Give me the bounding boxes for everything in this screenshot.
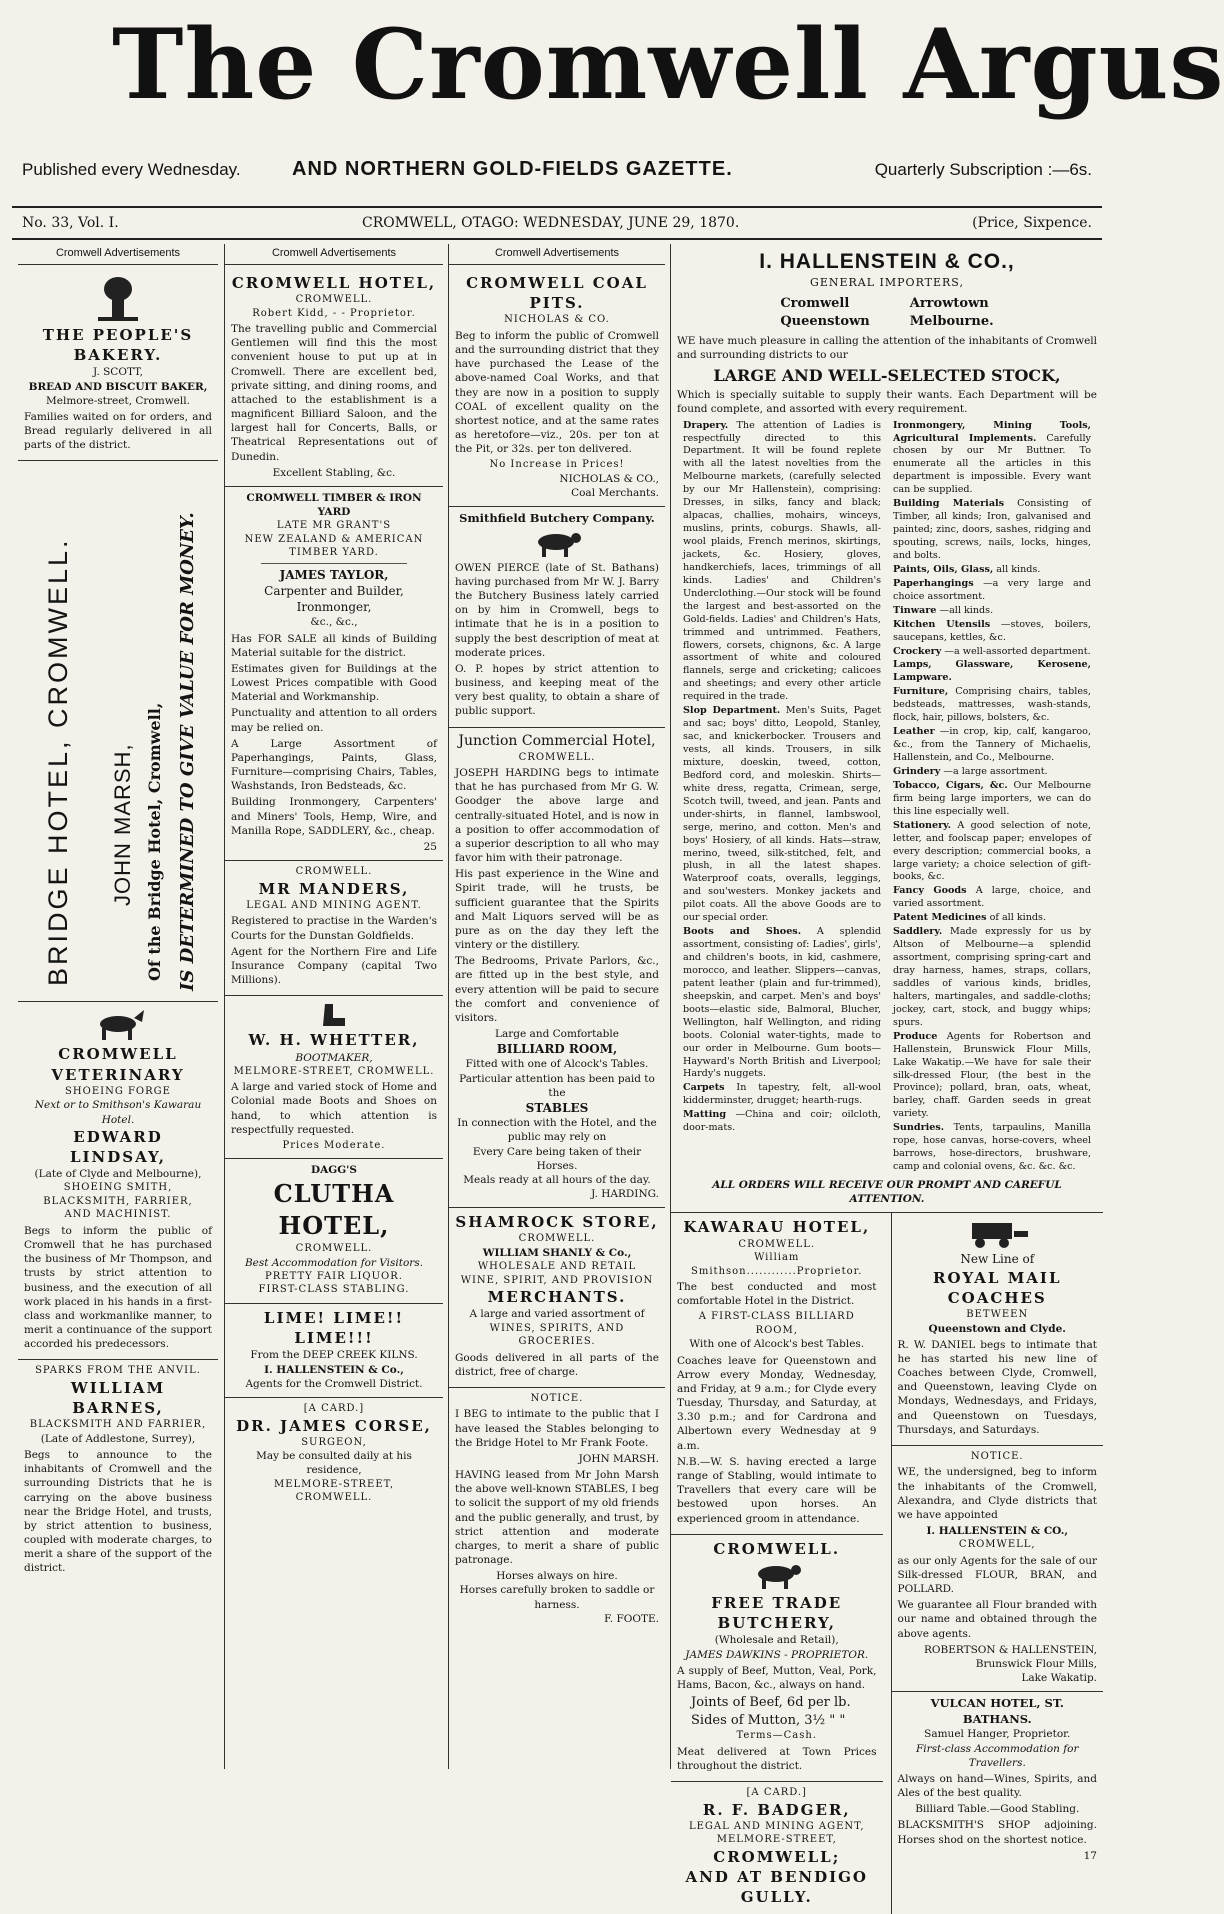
forge-location: Next or to Smithson's Kawarau Hotel.	[34, 1099, 202, 1126]
timber-estimates: Estimates given for Buildings at the Lowest Prices compatible with Good Material and Workmanship.	[231, 662, 437, 704]
corse-card: [A CARD.]	[303, 1403, 365, 1414]
corse-body: May be consulted daily at his residence,	[256, 1450, 412, 1477]
clutha-stabling: FIRST-CLASS STABLING.	[258, 1284, 410, 1296]
ad-smithfield-butchery	[449, 507, 665, 727]
forge-late: (Late of Clyde and Melbourne),	[34, 1168, 202, 1181]
department-item: Paperhangings —a very large and choice assortment.	[893, 577, 1091, 602]
coal-signature-2: Coal Merchants.	[571, 487, 659, 500]
timber-owner: JAMES TAYLOR,	[279, 567, 389, 582]
lime-for: Agents for the Cromwell District.	[245, 1377, 423, 1390]
newspaper-subtitle: AND NORTHERN GOLD-FIELDS GAZETTE.	[292, 158, 733, 180]
ad-kawarau-hotel	[671, 1213, 883, 1534]
manders-place: CROMWELL.	[295, 866, 373, 878]
timber-number: 25	[423, 840, 437, 853]
ad-royal-mail-coaches	[892, 1213, 1104, 1446]
column-header: Cromwell Advertisements	[449, 244, 665, 265]
kawarau-name: KAWARAU HOTEL,	[683, 1218, 871, 1237]
notice-heading: NOTICE.	[530, 1392, 584, 1404]
department-item: Leather —in crop, kip, calf, kangaroo, &c., from the Tannery of Michaelis, Hallenstein, and Co., Melbourne.	[893, 726, 1091, 763]
notice-signature-2: F. FOOTE.	[604, 1612, 659, 1625]
ad-lime	[225, 1304, 443, 1398]
ad-notice-stables	[449, 1388, 665, 1632]
kawarau-tables: With one of Alcock's best Tables.	[689, 1338, 865, 1351]
bridge-hotel-owner: JOHN MARSH,	[110, 743, 135, 907]
vulcan-prop: Samuel Hanger, Proprietor.	[924, 1728, 1071, 1741]
kawarau-nb: N.B.—W. S. having erected a large range of Stabling, would intimate to Travellers that every care will be bestowed upon horses. An experienced groom in attendance.	[677, 1455, 877, 1525]
hallenstein-departments	[677, 419, 1097, 1175]
free-trade-body: A supply of Beef, Mutton, Veal, Pork, Hams, Bacon, &c., always on hand.	[677, 1664, 877, 1691]
notice-hire: Horses always on hire.	[496, 1570, 618, 1583]
badger-bendigo: AND AT BENDIGO GULLY.	[685, 1868, 868, 1907]
shamrock-trade: WINE, SPIRIT, AND PROVISION	[460, 1274, 654, 1286]
kawarau-billiard: A FIRST-CLASS BILLIARD ROOM,	[698, 1311, 855, 1336]
coach-new: New Line of	[960, 1252, 1035, 1267]
ad-veterinary-forge	[18, 1002, 218, 1360]
shamrock-delivery: Goods delivered in all parts of the district, free of charge.	[455, 1351, 659, 1378]
ad-notice-flour	[892, 1446, 1104, 1692]
department-item: Furniture, Comprising chairs, tables, bedsteads, mattresses, wash-stands, flock, hair, pillows, bolsters, &c.	[893, 686, 1091, 724]
vulcan-name: VULCAN HOTEL, ST. BATHANS.	[930, 1696, 1064, 1726]
bridge-hotel-slogan: IS DETERMINED TO GIVE VALUE FOR MONEY.	[177, 512, 198, 992]
lower-right	[891, 1213, 1104, 1913]
coal-signature: NICHOLAS & CO.,	[559, 472, 659, 485]
ad-clutha-hotel	[225, 1159, 443, 1304]
bakery-body: Families waited on for orders, and Bread regularly delivered in all parts of the district.	[24, 410, 212, 452]
junction-body-3: The Bedrooms, Private Parlors, &c., are fitted up in the best style, and every attention will be paid to secure the comfort and convenience of visitors.	[455, 955, 659, 1024]
masthead	[12, 0, 1224, 196]
coach-icon	[962, 1219, 1032, 1249]
junction-signature: J. HARDING.	[591, 1188, 659, 1201]
ad-junction-hotel	[449, 728, 665, 1209]
lower-columns	[671, 1213, 1103, 1913]
timber-assortment: A Large Assortment of Paperhangings, Paints, Glass, Furniture—comprising Chairs, Tables, Washstands, Iron Bedsteads, &c.	[231, 737, 437, 793]
coach-between: BETWEEN	[966, 1309, 1029, 1321]
column-2	[224, 244, 443, 1769]
anvil-heading: SPARKS FROM THE ANVIL.	[35, 1365, 201, 1377]
column-header: Cromwell Advertisements	[18, 244, 218, 265]
free-trade-town: Meat delivered at Town Prices throughout the district.	[677, 1745, 877, 1772]
free-trade-owner: JAMES DAWKINS - PROPRIETOR.	[685, 1648, 869, 1661]
location-melbourne: Melbourne.	[909, 313, 994, 329]
ad-timber-yard	[225, 487, 443, 861]
cromwell-hotel-body: The travelling public and Commercial Gentlemen will find this the most convenient house to put up at in Cromwell. There are excellent bed, private sitting, and dining rooms, and attached to the establishment is a magnificent Billiard Saloon, and the largest hall for Concerts, Balls, or Theatrical Representations out of Dunedin.	[231, 323, 437, 463]
column-4	[670, 244, 1103, 1907]
department-item: Produce Agents for Robertson and Hallenstein, Brunswick Flour Mills, Lake Wakatip.—We have for sale their silk-dressed Flour, (the best in the Province); pollard, bran, oats, wheat, barley, chaff. Garden seeds in great variety.	[893, 1030, 1091, 1120]
butchery-place: CROMWELL.	[713, 1539, 841, 1558]
junction-stables-2: In connection with the Hotel, and the public may rely on	[457, 1117, 657, 1144]
newspaper-title: The Cromwell Argus	[112, 8, 1224, 121]
coal-name: CROMWELL COAL PITS.	[466, 273, 648, 313]
cromwell-hotel-place: CROMWELL.	[295, 294, 373, 306]
lime-name: LIME! LIME!! LIME!!!	[263, 1308, 405, 1348]
bridge-hotel-title: BRIDGE HOTEL, CROMWELL.	[43, 537, 73, 987]
vulcan-number: 17	[1083, 1849, 1097, 1862]
department-item: Ironmongery, Mining Tools, Agricultural Implements. Carefully chosen by our Mr Buttner. To enumerate all the articles in this department is impossible. Every want can be supplied.	[893, 419, 1091, 496]
hallenstein-intro: WE have much pleasure in calling the attention of the inhabitants of Cromwell and surrounding districts to our	[677, 335, 1097, 362]
coach-body: R. W. DANIEL begs to intimate that he has started his new line of Coaches between Clyde, Cromwell, and Queenstown, leaving Clyde on Mondays, Wednesdays, and Fridays, and Queenstown on Tuesdays, Thursdays, and Saturdays.	[897, 1338, 1097, 1436]
forge-sub: SHOEING FORGE	[65, 1085, 171, 1097]
notice-broken: Horses carefully broken to saddle or harness.	[459, 1584, 655, 1611]
shamrock-name: SHAMROCK STORE,	[455, 1213, 659, 1232]
timber-etc: &c., &c.,	[310, 616, 358, 629]
timber-yard-late: LATE MR GRANT'S	[276, 520, 392, 532]
badger-card: [A CARD.]	[746, 1787, 807, 1799]
coach-route: Queenstown and Clyde.	[928, 1322, 1066, 1335]
departments-right	[893, 419, 1091, 1175]
boot-icon	[319, 1002, 349, 1028]
location-cromwell: Cromwell	[780, 296, 850, 312]
kawarau-body: The best conducted and most comfortable Hotel in the District.	[677, 1281, 877, 1308]
badger-trade: LEGAL AND MINING AGENT,	[688, 1820, 865, 1832]
manders-name: MR MANDERS,	[258, 879, 410, 898]
junction-large: Large and Comfortable	[495, 1028, 619, 1041]
hallenstein-suitable: Which is specially suitable to supply their wants. Each Department will be found complete, and assorted with every requirement.	[677, 389, 1097, 416]
hallenstein-orders: ALL ORDERS WILL RECEIVE OUR PROMPT AND CAREFUL ATTENTION.	[712, 1179, 1062, 1206]
timber-sale: Has FOR SALE all kinds of Building Material suitable for the district.	[231, 632, 437, 659]
coal-body: Beg to inform the public of Cromwell and the surrounding district that they have purchased the Lease of the above-named Coal Works, and that they are now in a position to supply COAL of excellent quality on the shortest notice, and at the same rates as heretofore—viz., 20s. per ton at the Pit, or 32s. per ton delivered.	[455, 329, 659, 456]
kawarau-prop: William Smithson............Proprietor.	[691, 1252, 863, 1277]
lower-left	[671, 1213, 883, 1913]
barnes-name: WILLIAM BARNES,	[70, 1378, 166, 1418]
department-item: Tinware —all kinds.	[893, 604, 994, 616]
department-item: Drapery. The attention of Ladies is respectfully directed to this Department. It will be found replete with all the latest novelties from the Melbourne markets, (carefully selected by our Mr Hallenstein), comprising: Dresses, in silks, fancy and black; alpacas, challies, mohairs, winceys, muslins, prints, coburgs. Shawls, all-wool plaids, French merinos, skirtings, jackets, &c. Hosiery, gloves, handkerchiefs, laces, trimmings of all kinds. Ladies' and Children's Underclothing.—Our stock will be found the largest and best-assorted on the Gold-fields. Ladies' and Children's Hats, trimmed and untrimmed. Feathers, flowers, corsets, chignons, &c. A large assortment of white and coloured flannels, serge and cricketing; calicoes and sheetings; and every other article required in the trade.	[683, 419, 881, 703]
corse-address: MELMORE-STREET,	[273, 1478, 395, 1490]
shamrock-ws: WHOLESALE AND RETAIL	[477, 1261, 637, 1273]
junction-body-2: His past experience in the Wine and Spirit trade, will he trusts, be sufficient guarantee that the Spirits and Malt Liquors served will be as pure as on the day they left the vintery or the distillery.	[455, 868, 659, 952]
location-arrowtown: Arrowtown	[909, 296, 989, 312]
flour-notice-place: CROMWELL,	[958, 1539, 1036, 1551]
department-item: Crockery —a well-assorted department.	[893, 645, 1091, 657]
vulcan-smith: BLACKSMITH'S SHOP adjoining. Horses shod on the shortest notice.	[897, 1819, 1097, 1846]
forge-body: Begs to inform the public of Cromwell that he has purchased the business of Mr Thompson, and trusts by strict attention to business, and the execution of all work placed in his hands in a first-class and workmanlike manner, to merit a continuance of the support accorded his predecessors.	[24, 1224, 212, 1351]
coal-no-increase: No Increase in Prices!	[489, 459, 625, 471]
department-item: Building Materials Consisting of Timber, all kinds; Iron, galvanised and painted; zinc, doors, sashes, ridging and spouting, screws, nails, locks, hinges, and bolts.	[893, 498, 1091, 561]
ad-cromwell-hotel	[225, 269, 443, 487]
notice-signature: JOHN MARSH.	[578, 1452, 659, 1465]
junction-place: CROMWELL.	[518, 751, 596, 763]
coal-firm: NICHOLAS & CO.	[504, 314, 610, 326]
kawarau-coaches: Coaches leave for Queenstown and Arrow every Monday, Wednesday, and Friday, at 9 a.m.; for Clyde every Tuesday, Thursday, and Saturday, at 3.30 p.m.; and for Cardrona and Albertown every Wednesday at 9 a.m.	[677, 1354, 877, 1452]
place-date: CROMWELL, OTAGO: WEDNESDAY, JUNE 29, 1870.	[362, 215, 740, 231]
department-item: Carpets In tapestry, felt, all-wool kidderminster, drugget; hearth-rugs.	[683, 1082, 881, 1107]
free-trade-name: FREE TRADE BUTCHERY,	[711, 1593, 843, 1633]
barnes-late: (Late of Addlestone, Surrey),	[40, 1432, 196, 1445]
cromwell-hotel-prop: Robert Kidd, - - Proprietor.	[252, 307, 416, 319]
department-item: Fancy Goods A large, choice, and varied assortment.	[893, 885, 1091, 910]
junction-fitted: Fitted with one of Alcock's Tables.	[465, 1058, 649, 1071]
column-3	[448, 244, 665, 1769]
ad-coal-pits	[449, 269, 665, 507]
clutha-place: CROMWELL.	[295, 1243, 373, 1255]
ad-badger	[671, 1782, 883, 1914]
column-1	[18, 244, 218, 1769]
publication-schedule: Published every Wednesday.	[22, 160, 241, 179]
ad-free-trade-butchery	[671, 1535, 883, 1782]
forge-trade-2: AND MACHINIST.	[64, 1209, 172, 1221]
whetter-address: MELMORE-STREET, CROMWELL.	[233, 1065, 435, 1077]
vulcan-wines: Always on hand—Wines, Spirits, and Ales of the best quality.	[897, 1772, 1097, 1800]
cromwell-hotel-foot: Excellent Stabling, &c.	[272, 466, 396, 479]
corse-trade: SURGEON,	[301, 1436, 367, 1448]
shamrock-merchants: MERCHANTS.	[487, 1288, 627, 1307]
flour-notice-body-3: We guarantee all Flour branded with our name and obtained through the above agents.	[897, 1599, 1097, 1640]
junction-body: JOSEPH HARDING begs to intimate that he has purchased from Mr G. W. Goodger the above large and centrally-situated Hotel, and is now in a position to offer accommodation of a superior description to all who may favor him with their patronage.	[455, 767, 659, 865]
hallenstein-firm: I. HALLENSTEIN & CO.,	[759, 250, 1015, 273]
dateline	[12, 206, 1102, 240]
forge-trade-1: SHOEING SMITH, BLACKSMITH, FARRIER,	[43, 1182, 193, 1207]
timber-ironmongery: Building Ironmongery, Carpenters' and Miners' Tools, Hemp, Wire, and Manilla Rope, SADDLERY, &c., cheap.	[231, 796, 437, 837]
newspaper-page	[12, 0, 1224, 1907]
flour-notice-firm: I. HALLENSTEIN & CO.,	[926, 1525, 1069, 1538]
shamrock-firm: WILLIAM SHANLY & Co.,	[482, 1246, 632, 1259]
shamrock-goods: WINES, SPIRITS, AND GROCERIES.	[489, 1322, 625, 1348]
cromwell-hotel-name: CROMWELL HOTEL,	[231, 273, 437, 292]
coach-name: ROYAL MAIL COACHES	[933, 1268, 1062, 1307]
department-item: Tobacco, Cigars, &c. Our Melbourne firm being large importers, we can do this line especially well.	[893, 779, 1091, 817]
clutha-name: CLUTHA HOTEL,	[273, 1178, 395, 1240]
ad-mr-manders	[225, 861, 443, 996]
department-item: Sundries. Tents, tarpaulins, Manilla rope, hose canvas, horse-covers, wheel barrows, hose-directors, brushware, camp and colonial ovens, &c. &c. &c.	[893, 1122, 1091, 1173]
lime-from: From the DEEP CREEK KILNS.	[250, 1349, 418, 1362]
ad-hallenstein	[671, 244, 1103, 1213]
department-item: Grindery —a large assortment.	[893, 765, 1048, 777]
flour-notice-heading: NOTICE.	[970, 1450, 1024, 1462]
whetter-prices: Prices Moderate.	[282, 1139, 386, 1151]
junction-stables: STABLES	[525, 1101, 589, 1115]
department-item: Lamps, Glassware, Kerosene, Lampware.	[893, 659, 1091, 684]
flour-notice-signature-3: Lake Wakatip.	[1021, 1672, 1097, 1685]
ad-whetter	[225, 996, 443, 1159]
junction-meals: Meals ready at all hours of the day.	[463, 1173, 651, 1186]
butchery-body: OWEN PIERCE (late of St. Bathans) having purchased from Mr W. J. Barry the Butchery Business lately carried on by him in Cromwell, begs to intimate that he is in a position to supply the best description of meat at moderate prices.	[455, 561, 659, 659]
free-trade-sides: Sides of Mutton, 3½ " "	[691, 1712, 846, 1728]
flour-notice-signature: ROBERTSON & HALLENSTEIN,	[923, 1643, 1097, 1656]
ad-dr-corse	[225, 1398, 443, 1511]
vulcan-billiard: Billiard Table.—Good Stabling.	[915, 1803, 1080, 1816]
free-trade-joints: Joints of Beef, 6d per lb.	[691, 1695, 851, 1711]
department-item: Slop Department. Men's Suits, Paget and sac; boys' ditto, Leopold, Stanley, sac, and knickerbocker. Trousers and vests, all kinds. Trousers, in silk mixture, doeskin, tweed, cotton, Bedford cord, and moleskin. Shirts—white dress, regatta, Crimean, serge, Scotch twill, tweed, and jean. Pants and under-shirts, in flannel, lambswool, serge, merino, and cotton. Men's and boys' Hosiery, of all kinds. Hats—straw, merino, tweed, silk-stitched, felt, and plush, in all the latest shapes. Waterproof coats, overalls, leggings, and sou'westers. Monkey jackets and pilot coats. All the above Goods are to our special order.	[683, 705, 881, 924]
ad-vulcan-hotel	[892, 1692, 1104, 1869]
whetter-name: W. H. WHETTER,	[248, 1031, 420, 1050]
bakery-address: Melmore-street, Cromwell.	[46, 394, 190, 407]
timber-punctuality: Punctuality and attention to all orders may be relied on.	[231, 707, 437, 734]
notice-body: I BEG to intimate to the public that I have leased the Stables belonging to the Bridge Hotel to Mr Frank Foote.	[455, 1408, 659, 1449]
timber-trade: Carpenter and Builder, Ironmonger,	[264, 584, 404, 615]
corse-name: DR. JAMES CORSE,	[236, 1416, 432, 1435]
flour-notice-signature-2: Brunswick Flour Mills,	[975, 1657, 1097, 1670]
barnes-body: Begs to announce to the inhabitants of Cromwell and the surrounding Districts that he is carrying on the above business near the Bridge Hotel, and trusts, by strict attention to business, coupled with moderate charges, to merit a share of the support of the district.	[24, 1449, 212, 1575]
barnes-trade: BLACKSMITH AND FARRIER,	[29, 1419, 207, 1431]
department-item: Saddlery. Made expressly for us by Altson of Melbourne—a splendid assortment, comprising spring-cart and dray harness, hames, straps, collars, saddles of various kinds, bridles, halters, martingales, and saddle-cloths; jockey, cart, stock, and buggy whips; spurs.	[893, 926, 1091, 1028]
ad-william-barnes	[18, 1360, 218, 1583]
vulcan-accommodation: First-class Accommodation for Travellers.	[915, 1742, 1079, 1769]
department-item: Boots and Shoes. A splendid assortment, consisting of: Ladies', girls', and children's boots, in kid, cashmere, morocco, and leather. Slippers—canvas, patent leather (plain and fur-trimmed), sheepskin, and carpet. Men's and boys' boots—elastic side, Balmoral, Blucher, Wellington, half Wellington, and riding boots. Colonial water-tights, made to our order in Melbourne. Gum boots—Hayward's North British and Liverpool; Hardy's nuggets.	[683, 926, 881, 1080]
corse-place: CROMWELL.	[295, 1492, 373, 1504]
forge-owner: EDWARD LINDSAY,	[69, 1127, 166, 1166]
bridge-hotel-sub: Of the Bridge Hotel, Cromwell,	[145, 703, 164, 982]
notice-body-2: HAVING leased from Mr John Marsh the above well-known STABLES, I beg to solicit the support of my old friends and the public generally, and trust, by strict attention and moderate charges, to merit a share of public patronage.	[455, 1469, 659, 1567]
lime-agent: I. HALLENSTEIN & Co.,	[264, 1363, 404, 1376]
butchery-name: Smithfield Butchery Company.	[459, 511, 655, 526]
department-item: Kitchen Utensils —stoves, boilers, saucepans, kettles, &c.	[893, 618, 1091, 643]
ad-bridge-hotel	[18, 461, 218, 1002]
department-item: Matting —China and coir; oilcloth, door-mats.	[683, 1109, 881, 1134]
whetter-body: A large and varied stock of Home and Colonial made Boots and Shoes on hand, to which attention is respectfully requested.	[231, 1081, 437, 1136]
junction-billiard: BILLIARD ROOM,	[496, 1042, 618, 1057]
clutha-owner: DAGG'S	[311, 1164, 357, 1177]
bull-icon	[750, 1561, 804, 1591]
column-header: Cromwell Advertisements	[225, 244, 443, 265]
badger-place: CROMWELL;	[713, 1847, 841, 1866]
bakery-owner: J. SCOTT,	[93, 366, 143, 379]
department-item: Stationery. A good selection of note, letter, and foolscap paper; envelopes of every description; commercial books, a large variety; a choice selection of gift-books, &c.	[893, 819, 1091, 883]
badger-address: MELMORE-STREET,	[716, 1834, 837, 1846]
wheat-sheaf-icon	[88, 275, 148, 323]
whetter-trade: BOOTMAKER,	[295, 1051, 373, 1064]
free-trade-terms: Terms—Cash.	[736, 1730, 818, 1742]
junction-name: Junction Commercial Hotel,	[458, 732, 656, 749]
ad-peoples-bakery	[18, 269, 218, 462]
shamrock-place: CROMWELL.	[518, 1233, 596, 1245]
department-item: Patent Medicines of all kinds.	[893, 912, 1047, 924]
butchery-body-2: O. P. hopes by strict attention to business, and keeping meat of the very best quality, to obtain a share of public support.	[455, 662, 659, 718]
ad-shamrock-store	[449, 1208, 665, 1388]
bakery-name: THE PEOPLE'S BAKERY.	[42, 325, 194, 365]
junction-stables-1: Particular attention has been paid to the	[459, 1072, 655, 1099]
bakery-trade: BREAD AND BISCUIT BAKER,	[28, 380, 208, 393]
junction-horses: Every Care being taken of their Horses.	[472, 1145, 642, 1172]
hallenstein-trade: GENERAL IMPORTERS,	[810, 276, 964, 290]
manders-agent: Agent for the Northern Fire and Life Insurance Company (capital Two Millions).	[231, 945, 437, 987]
issue-number: No. 33, Vol. I.	[22, 215, 119, 231]
departments-left	[683, 419, 881, 1175]
clutha-liquor: PRETTY FAIR LIQUOR.	[265, 1270, 403, 1282]
hallenstein-stock: LARGE AND WELL-SELECTED STOCK,	[713, 365, 1061, 385]
flour-notice-body: WE, the undersigned, beg to inform the inhabitants of the Cromwell, Alexandra, and Clyde districts that we have appointed	[897, 1466, 1097, 1521]
issue-price: (Price, Sixpence.	[972, 215, 1092, 231]
shamrock-assortment: A large and varied assortment of	[469, 1308, 645, 1321]
flour-notice-body-2: as our only Agents for the sale of our Silk-dressed FLOUR, BRAN, and POLLARD.	[897, 1554, 1097, 1596]
horse-icon	[90, 1008, 146, 1042]
location-queenstown: Queenstown	[780, 313, 870, 329]
manders-registered: Registered to practise in the Warden's Courts for the Dunstan Goldfields.	[231, 915, 437, 942]
bull-icon	[530, 529, 584, 559]
timber-yard-yard: NEW ZEALAND & AMERICAN TIMBER YARD.	[244, 533, 424, 559]
hallenstein-locations	[677, 295, 1097, 330]
badger-name: R. F. BADGER,	[702, 1800, 851, 1819]
department-item: Paints, Oils, Glass, all kinds.	[893, 563, 1041, 575]
free-trade-sub: (Wholesale and Retail),	[714, 1634, 839, 1647]
subscription-price: Quarterly Subscription :—6s.	[874, 160, 1092, 179]
manders-trade: LEGAL AND MINING AGENT.	[246, 899, 422, 911]
timber-yard-name: CROMWELL TIMBER & IRON YARD	[246, 491, 422, 519]
forge-name: CROMWELL VETERINARY	[51, 1045, 185, 1084]
clutha-accommodation: Best Accommodation for Visitors.	[244, 1256, 424, 1269]
kawarau-place: CROMWELL.	[738, 1238, 816, 1250]
